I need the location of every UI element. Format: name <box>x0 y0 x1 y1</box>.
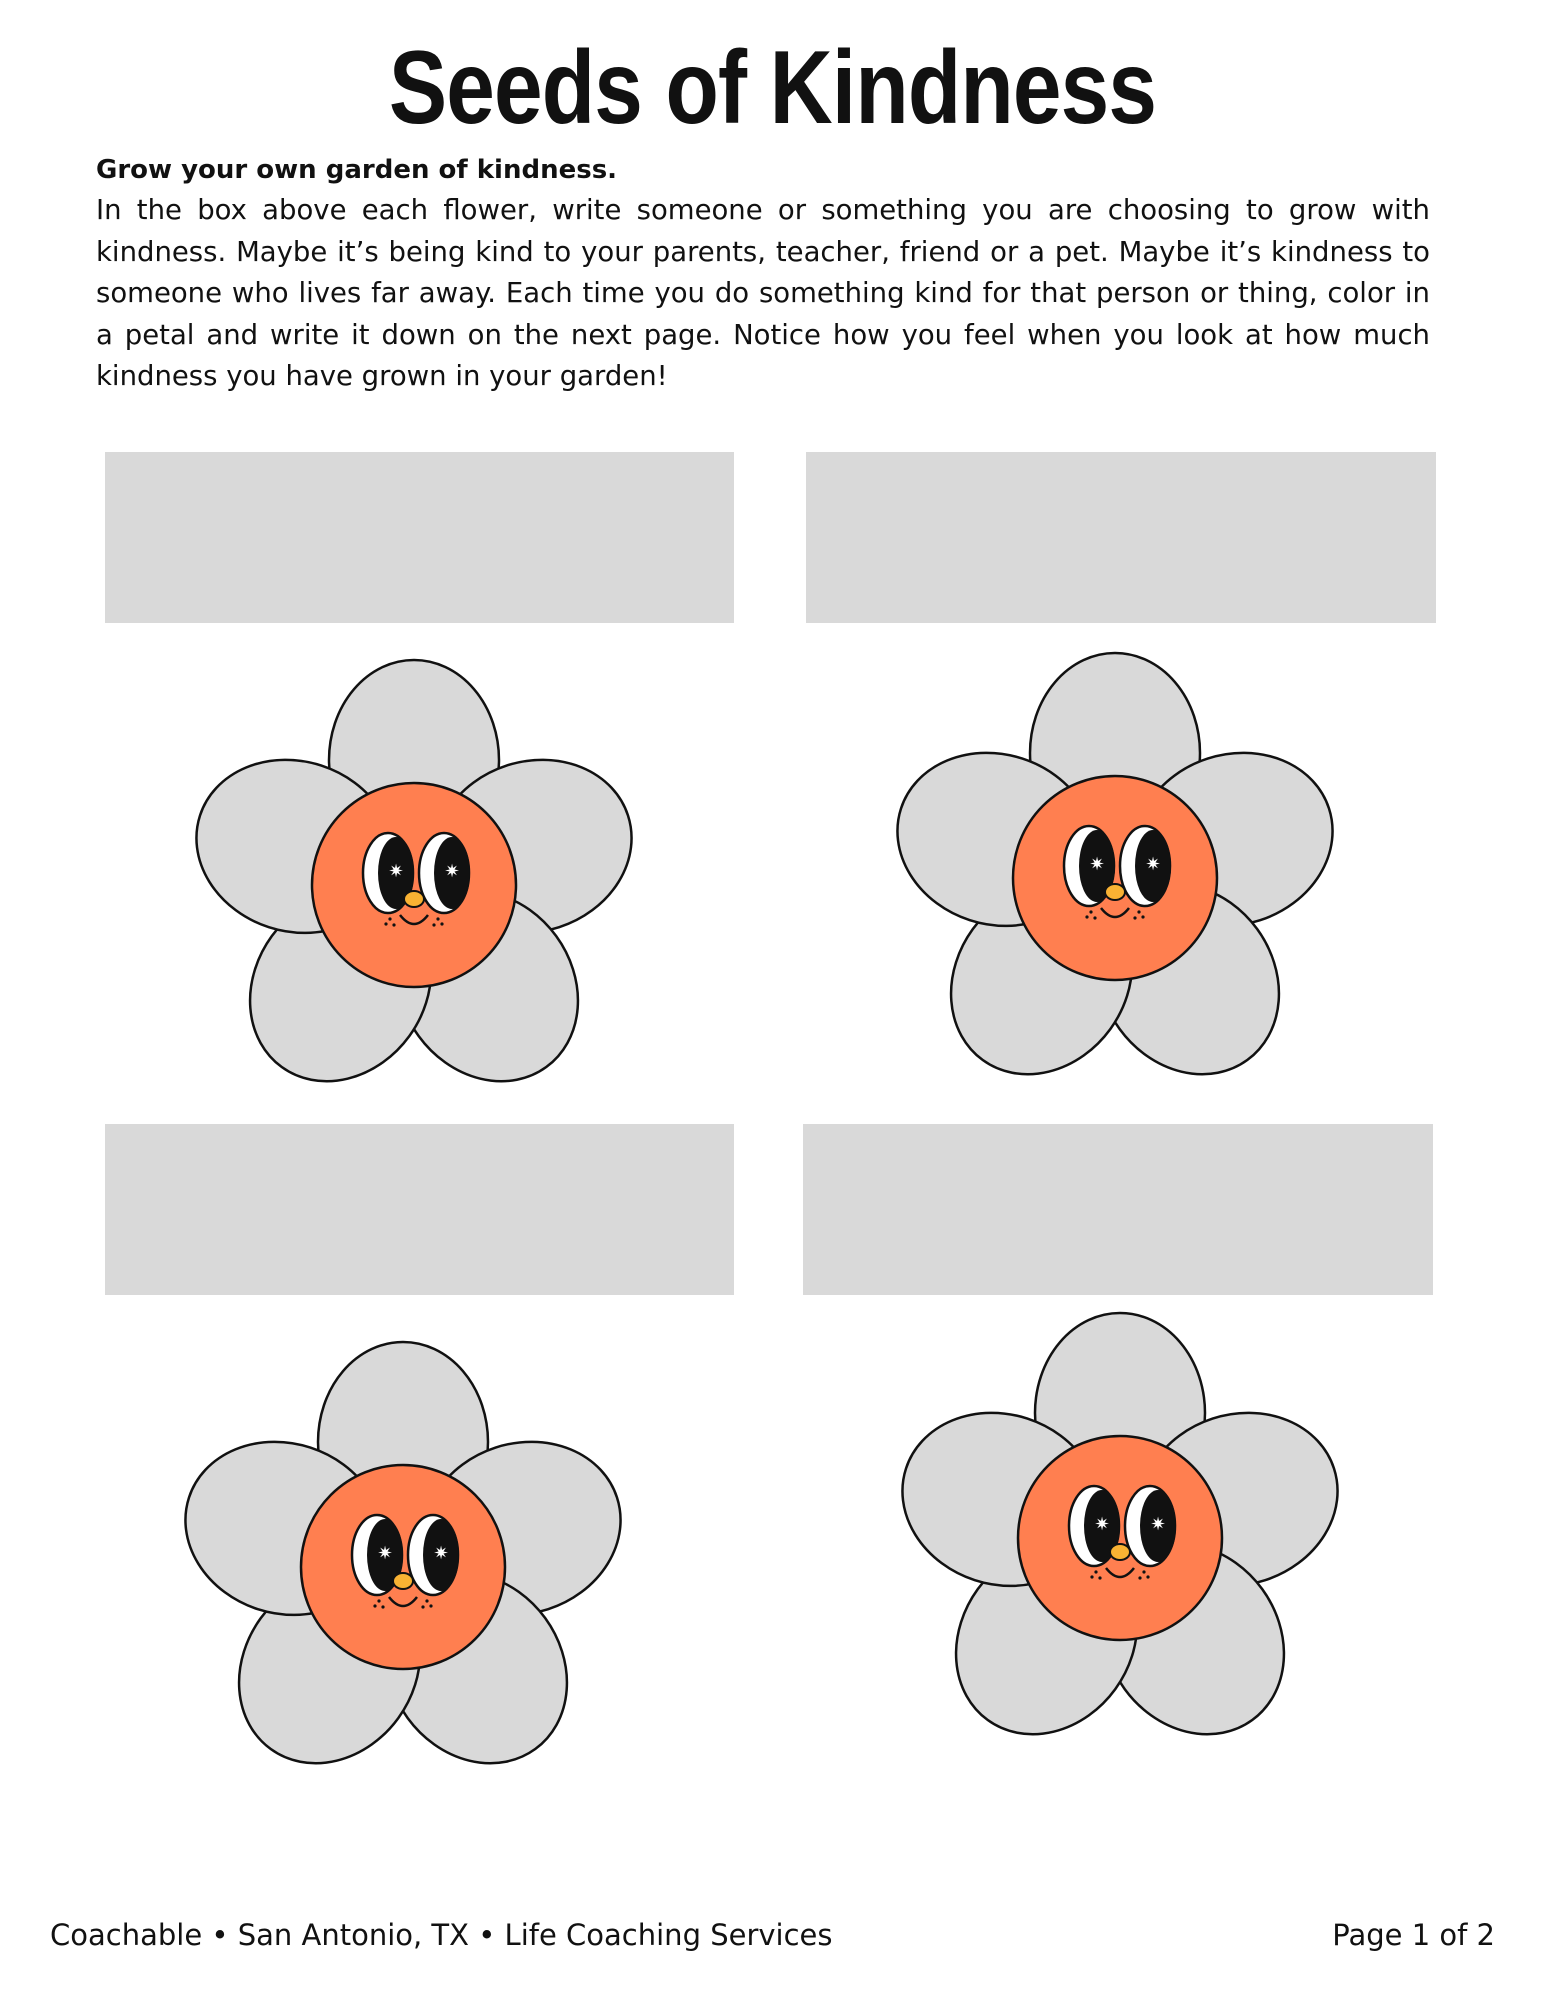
smiling-flower-icon[interactable] <box>885 648 1345 1108</box>
instructions <box>96 150 1430 398</box>
write-box-1[interactable] <box>105 452 734 623</box>
footer-company: Coachable • San Antonio, TX • Life Coaching Services <box>50 1918 833 1952</box>
instructions-body: In the box above each flower, write someone or something you are choosing to grow with kindness. Maybe it’s being kind to your parents, teacher, friend or a pet. Maybe it’s kindness to someone who lives far away. Each time you do something kind for that person or thing, color in a petal and write it down on the next page. Notice how you feel when you look at how much kindness you have grown in your garden! <box>96 194 1430 392</box>
write-box-2[interactable] <box>806 452 1436 623</box>
page-title: Seeds of Kindness <box>388 30 1157 146</box>
write-box-3[interactable] <box>105 1124 734 1295</box>
instructions-heading: Grow your own garden of kindness. <box>96 155 618 185</box>
smiling-flower-icon[interactable] <box>173 1337 633 1797</box>
write-box-4[interactable] <box>803 1124 1433 1295</box>
smiling-flower-icon[interactable] <box>184 655 644 1115</box>
smiling-flower-icon[interactable] <box>890 1308 1350 1768</box>
footer-page-number: Page 1 of 2 <box>1332 1918 1495 1952</box>
